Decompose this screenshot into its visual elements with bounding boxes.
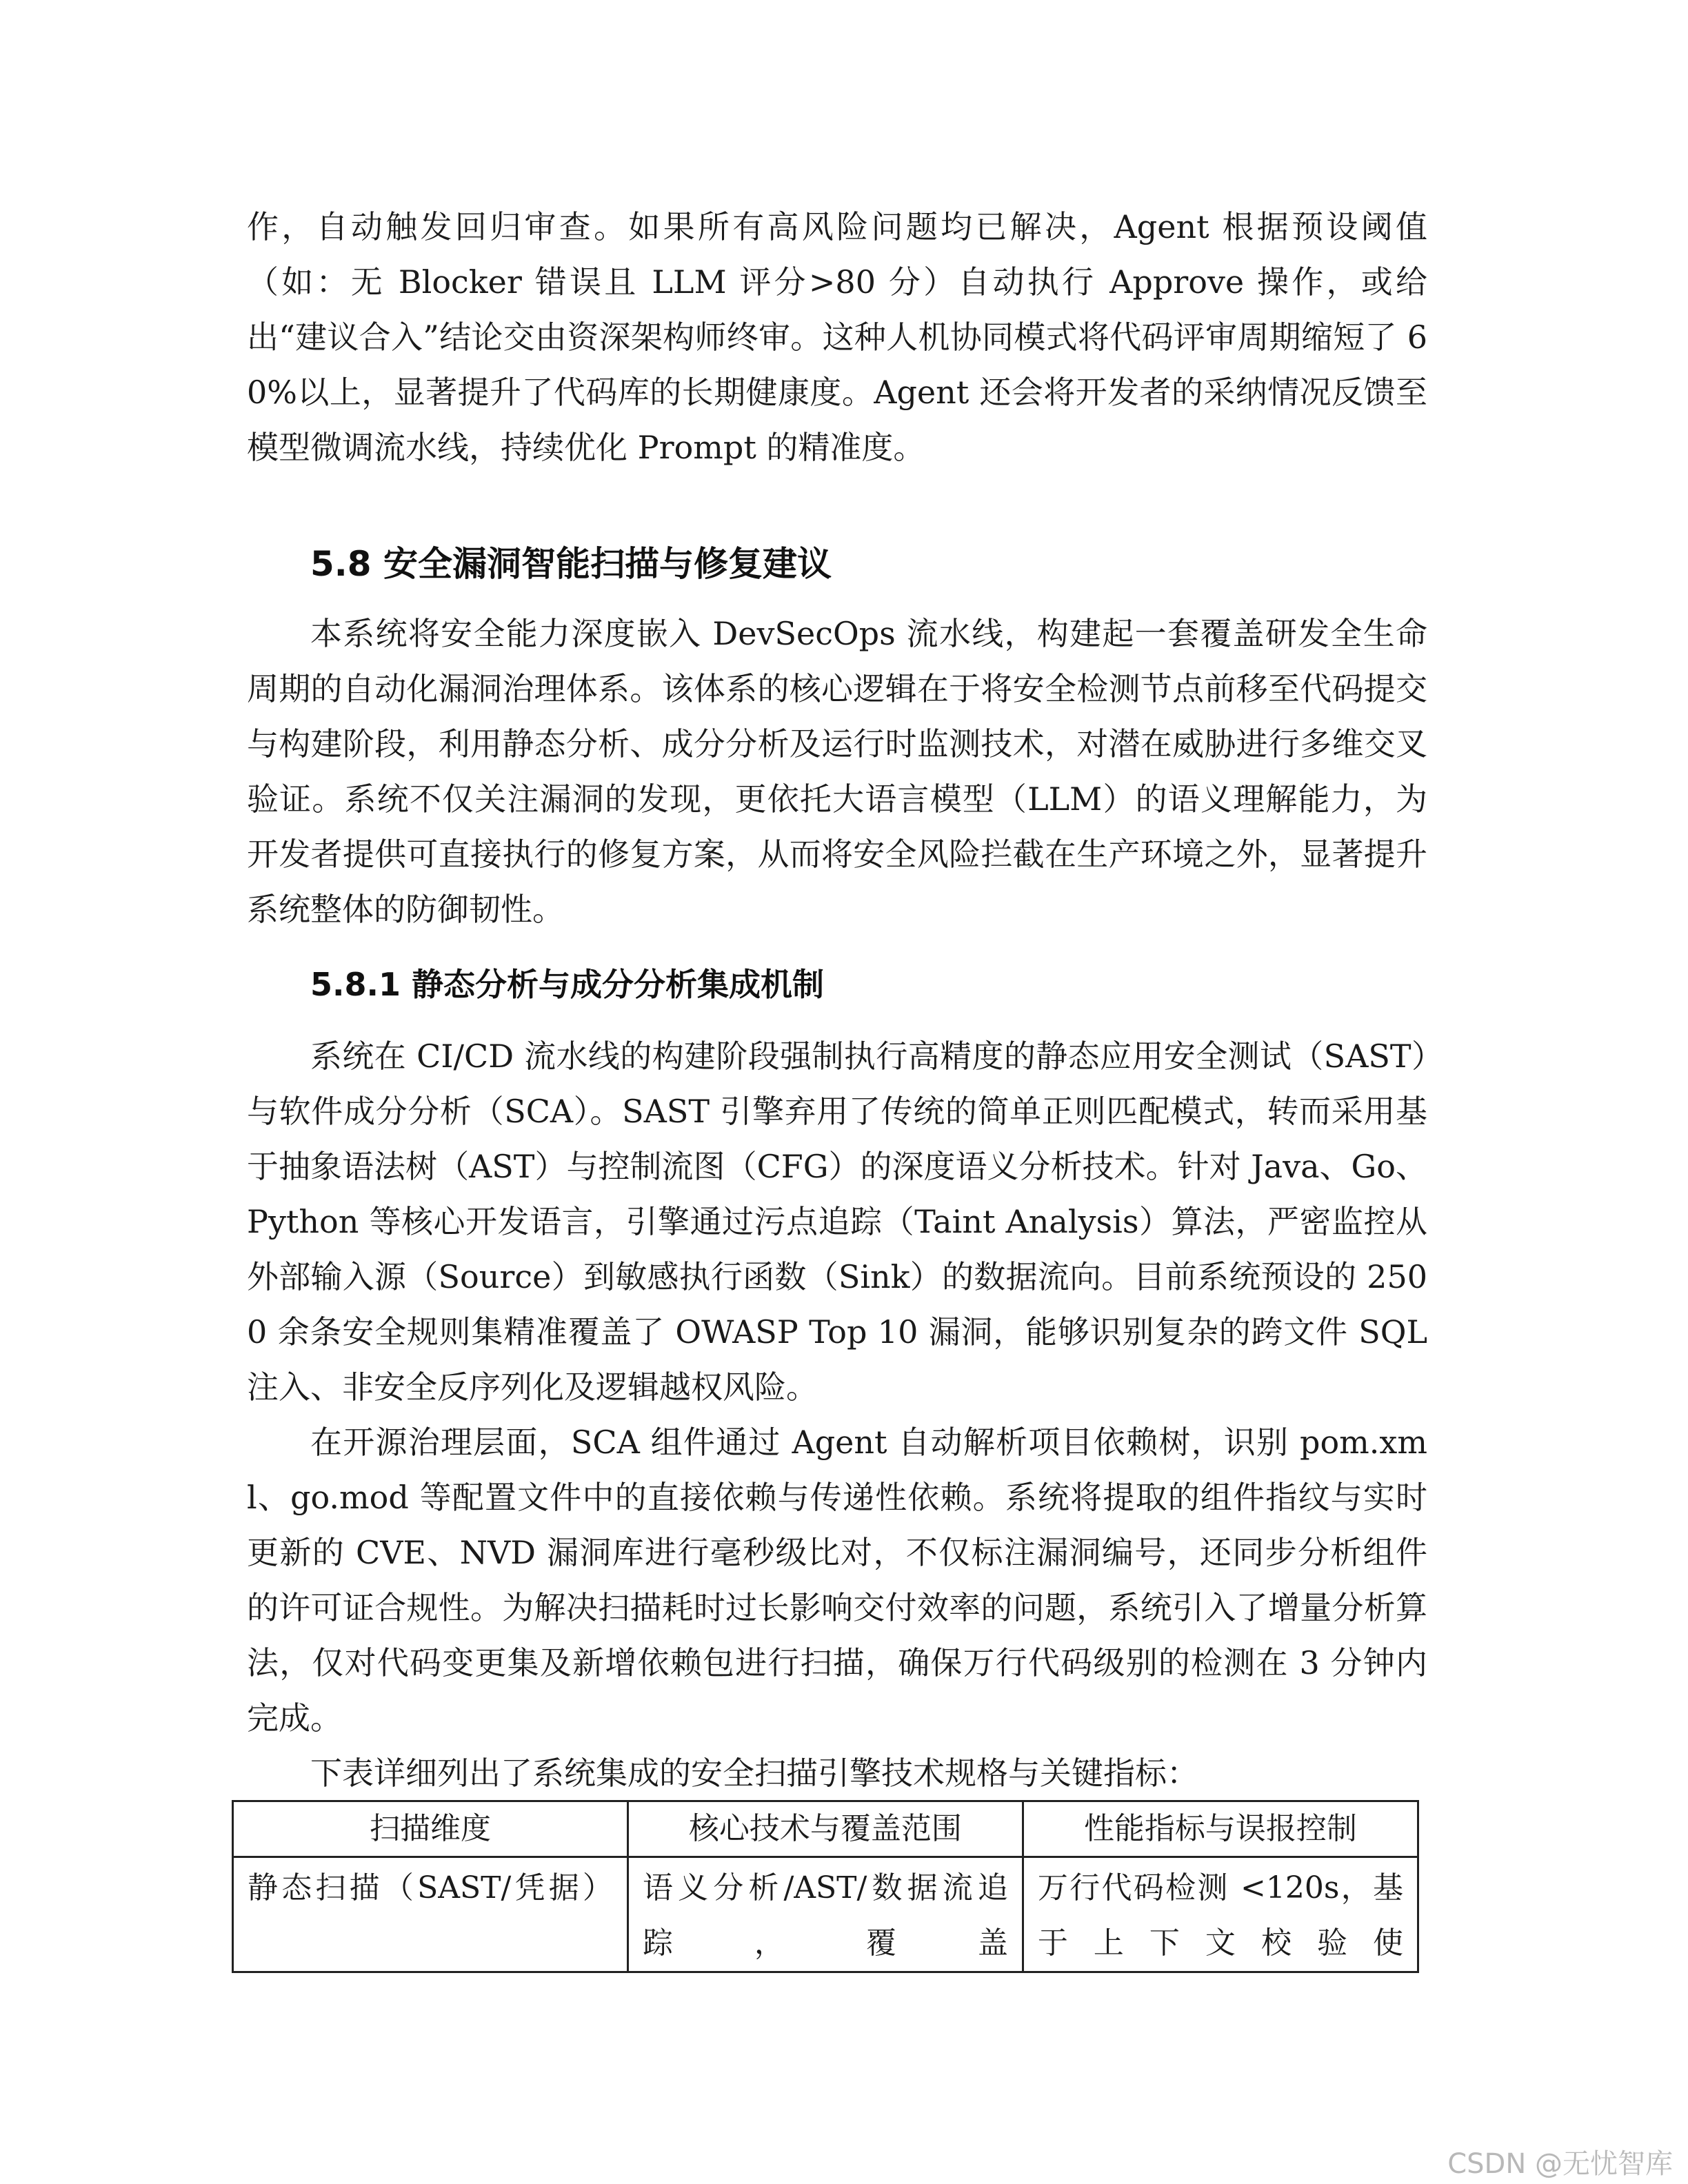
subsection-block [247, 1029, 1427, 1801]
section-block [247, 606, 1427, 937]
intro-block [247, 199, 1427, 475]
table-header-cell: 扫描维度 [233, 1801, 628, 1857]
table-cell: 万行代码检测 <120s，基于上下文校验使 [1023, 1857, 1418, 1972]
subsection-heading: 5.8.1 静态分析与成分分析集成机制 [310, 966, 824, 1003]
table-header-cell: 性能指标与误报控制 [1023, 1801, 1418, 1857]
section-heading: 5.8 安全漏洞智能扫描与修复建议 [310, 544, 832, 584]
table-header-cell: 核心技术与覆盖范围 [627, 1801, 1023, 1857]
spec-table [232, 1800, 1419, 1973]
subsection-paragraph-1: 系统在 CI/CD 流水线的构建阶段强制执行高精度的静态应用安全测试（SAST）与软件成分分析（SCA）。SAST 引擎弃用了传统的简单正则匹配模式，转而采用基于抽象语法树（AST）与控制流图（CFG）的深度语义分析技术。针对 Java、Go、Python 等核心开发语言，引擎通过污点追踪（Taint Analysis）算法，严密监控从外部输入源（Source）到敏感执行函数（Sink）的数据流向。目前系统预设的 2500 余条安全规则集精准覆盖了 OWASP Top 10 漏洞，能够识别复杂的跨文件 SQL 注入、非安全反序列化及逻辑越权风险。 [247, 1038, 1427, 1406]
intro-paragraph: 作，自动触发回归审查。如果所有高风险问题均已解决，Agent 根据预设阈值（如：无 Blocker 错误且 LLM 评分>80 分）自动执行 Approve 操作，或给出“建议合入”结论交由资深架构师终审。这种人机协同模式将代码评审周期缩短了 60%以上，显著提升了代码库的长期健康度。Agent 还会将开发者的采纳情况反馈至模型微调流水线，持续优化 Prompt 的精准度。 [247, 208, 1427, 466]
table-header-row [233, 1801, 1418, 1857]
section-paragraph: 本系统将安全能力深度嵌入 DevSecOps 流水线，构建起一套覆盖研发全生命周期的自动化漏洞治理体系。该体系的核心逻辑在于将安全检测节点前移至代码提交与构建阶段，利用静态分析、成分分析及运行时监测技术，对潜在威胁进行多维交叉验证。系统不仅关注漏洞的发现，更依托大语言模型（LLM）的语义理解能力，为开发者提供可直接执行的修复方案，从而将安全风险拦截在生产环境之外，显著提升系统整体的防御韧性。 [247, 615, 1427, 928]
subsection-paragraph-2: 在开源治理层面，SCA 组件通过 Agent 自动解析项目依赖树，识别 pom.xml、go.mod 等配置文件中的直接依赖与传递性依赖。系统将提取的组件指纹与实时更新的 CVE、NVD 漏洞库进行毫秒级比对，不仅标注漏洞编号，还同步分析组件的许可证合规性。为解决扫描耗时过长影响交付效率的问题，系统引入了增量分析算法，仅对代码变更集及新增依赖包进行扫描，确保万行代码级别的检测在 3 分钟内完成。 [247, 1424, 1427, 1737]
table-cell: 静态扫描（SAST/凭据） [233, 1857, 628, 1972]
table-intro: 下表详细列出了系统集成的安全扫描引擎技术规格与关键指标： [310, 1755, 1198, 1792]
watermark: CSDN @无忧智库 [1447, 2148, 1673, 2180]
table-cell: 语义分析/AST/数据流追踪，覆盖 [627, 1857, 1023, 1972]
table-row [233, 1857, 1418, 1972]
